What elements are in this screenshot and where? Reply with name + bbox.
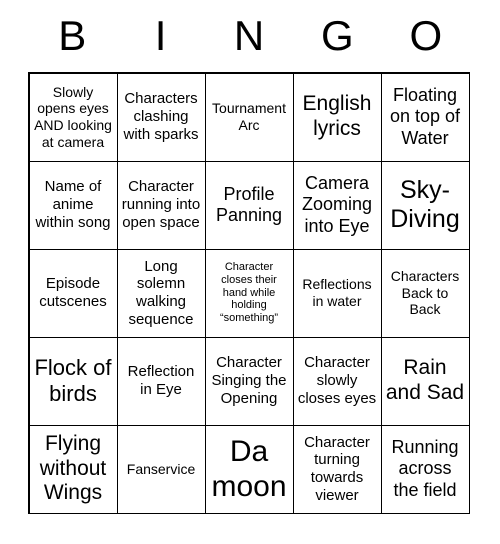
bingo-cell[interactable]: Sky-Diving — [381, 161, 470, 250]
bingo-cell[interactable]: Characters Back to Back — [381, 249, 470, 338]
bingo-cell[interactable]: Episode cutscenes — [29, 249, 118, 338]
header-letter-i: I — [154, 12, 167, 59]
bingo-cell[interactable]: Character turning towards viewer — [293, 425, 382, 514]
bingo-cell[interactable]: Reflections in water — [293, 249, 382, 338]
header-letter-g: G — [321, 12, 354, 59]
bingo-cell[interactable]: Fanservice — [117, 425, 206, 514]
bingo-cell[interactable]: Reflection in Eye — [117, 337, 206, 426]
bingo-cell[interactable]: Character closes their hand while holding “something” — [205, 249, 294, 338]
bingo-cell[interactable]: Characters clashing with sparks — [117, 73, 206, 162]
bingo-cell[interactable]: Running across the field — [381, 425, 470, 514]
header-letter-o: O — [409, 12, 443, 59]
bingo-grid — [28, 72, 470, 514]
bingo-cell[interactable]: Tournament Arc — [205, 73, 294, 162]
bingo-cell[interactable]: Profile Panning — [205, 161, 294, 250]
bingo-cell[interactable]: Long solemn walking sequence — [117, 249, 206, 338]
bingo-cell[interactable]: Camera Zooming into Eye — [293, 161, 382, 250]
bingo-cell[interactable]: Da moon — [205, 425, 294, 514]
bingo-cell[interactable]: Flock of birds — [29, 337, 118, 426]
header-letter-n: N — [233, 12, 265, 59]
bingo-cell[interactable]: Character running into open space — [117, 161, 206, 250]
header-letter-b: B — [58, 12, 87, 59]
bingo-cell[interactable]: Floating on top of Water — [381, 73, 470, 162]
bingo-cell[interactable]: Character Singing the Opening — [205, 337, 294, 426]
bingo-cell[interactable]: Flying without Wings — [29, 425, 118, 514]
bingo-cell[interactable]: Rain and Sad — [381, 337, 470, 426]
bingo-header — [28, 0, 470, 72]
bingo-cell[interactable]: Character slowly closes eyes — [293, 337, 382, 426]
bingo-cell[interactable]: English lyrics — [293, 73, 382, 162]
bingo-cell[interactable]: Slowly opens eyes AND looking at camera — [29, 73, 118, 162]
bingo-cell[interactable]: Name of anime within song — [29, 161, 118, 250]
